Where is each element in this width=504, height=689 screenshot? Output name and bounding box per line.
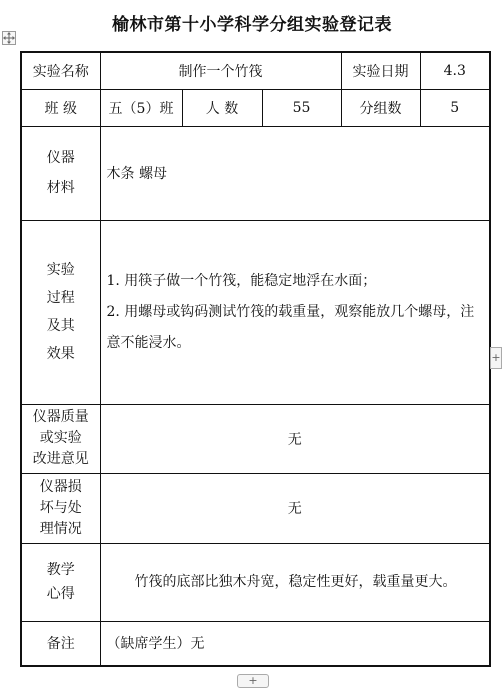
class-value[interactable]: 五（5）班 — [100, 89, 182, 126]
process-label-line: 过程 — [46, 290, 75, 306]
group-count-value[interactable]: 5 — [420, 89, 490, 126]
materials-label-line: 仪器 — [46, 150, 75, 166]
row-experience — [21, 543, 490, 621]
damage-label — [21, 473, 100, 543]
process-label — [21, 220, 100, 404]
add-column-button[interactable]: + — [490, 347, 502, 369]
notes-value[interactable]: （缺席学生）无 — [100, 621, 490, 666]
add-row-button[interactable]: + — [237, 674, 269, 688]
row-quality — [21, 404, 490, 473]
materials-label — [21, 126, 100, 220]
quality-label-line: 改进意见 — [32, 451, 89, 467]
process-label-line: 效果 — [46, 346, 75, 362]
quality-value[interactable]: 无 — [100, 404, 490, 473]
damage-label-line: 坏与处 — [39, 499, 82, 516]
quality-label-line: 或实验 — [39, 430, 82, 446]
experiment-register-table — [20, 51, 491, 667]
experiment-date-label: 实验日期 — [341, 52, 420, 89]
process-value[interactable] — [100, 220, 490, 404]
experiment-name-label: 实验名称 — [21, 52, 100, 89]
experience-value[interactable] — [100, 543, 490, 621]
row-materials — [21, 126, 490, 220]
materials-value[interactable]: 木条 螺母 — [100, 126, 490, 220]
process-label-line: 实验 — [46, 262, 75, 278]
quality-label — [21, 404, 100, 473]
group-count-label: 分组数 — [341, 89, 420, 126]
experiment-date-value[interactable]: 4.3 — [420, 52, 490, 89]
notes-label: 备注 — [21, 621, 100, 666]
row-damage — [21, 473, 490, 543]
experience-label-line: 教学 — [46, 562, 75, 578]
class-label: 班 级 — [21, 89, 100, 126]
student-count-value[interactable]: 55 — [262, 89, 341, 126]
row-notes — [21, 621, 490, 666]
process-step: 1. 用筷子做一个竹筏，能稳定地浮在水面； — [106, 272, 377, 289]
process-step: 2. 用螺母或钩码测试竹筏的载重量，观察能放几个螺母，注意不能浸水。 — [106, 303, 475, 351]
row-experiment-name — [21, 52, 490, 89]
student-count-label: 人 数 — [182, 89, 262, 126]
experience-label-line: 心得 — [46, 586, 75, 602]
damage-label-line: 仪器损 — [39, 478, 82, 495]
row-process — [21, 220, 490, 404]
damage-value[interactable]: 无 — [100, 473, 490, 543]
document-title: 榆林市第十小学科学分组实验登记表 — [112, 15, 392, 35]
quality-label-line: 仪器质量 — [32, 409, 89, 425]
materials-label-line: 材料 — [46, 180, 75, 196]
process-label-line: 及其 — [46, 318, 75, 334]
move-arrows-icon[interactable] — [2, 31, 16, 45]
experience-label — [21, 543, 100, 621]
experience-text: 竹筏的底部比独木舟宽，稳定性更好，载重量更大。 — [134, 573, 457, 590]
row-class-info — [21, 89, 490, 126]
damage-label-line: 理情况 — [39, 520, 82, 537]
experiment-name-value[interactable]: 制作一个竹筏 — [100, 52, 341, 89]
